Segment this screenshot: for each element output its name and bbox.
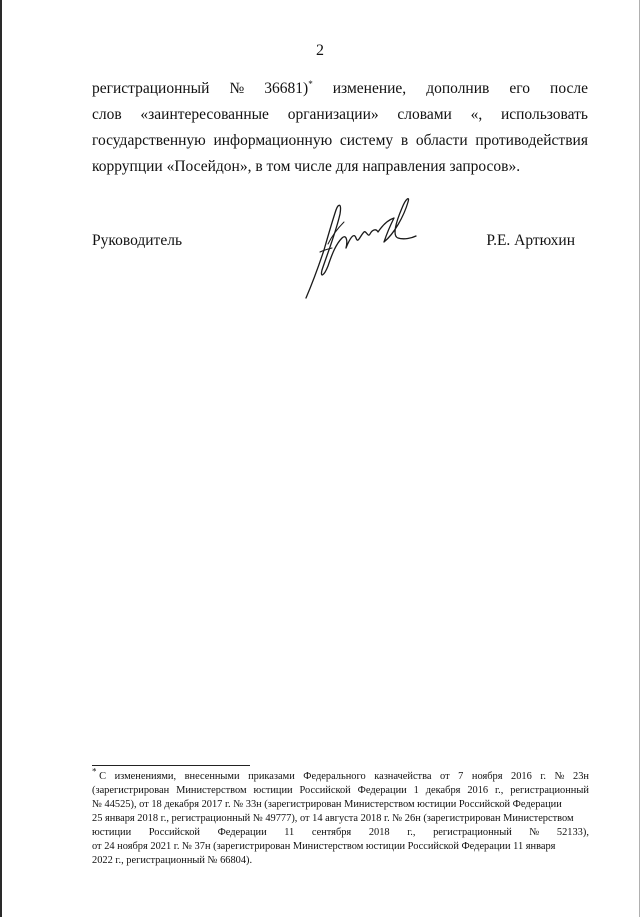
word: «заинтересованные [140,106,269,123]
signatory-name: Р.Е. Артюхин [486,232,575,249]
word: 36681) [264,80,309,97]
footnote-mark: * [92,766,97,777]
body-line [92,76,588,102]
footnote-line: № 44525), от 18 декабря 2017 г. № 33н (зарегистрирован Министерством юстиции Российской Федерации [92,799,562,810]
footnote-word: Российской [148,827,200,838]
footnote-word: регистрационный [433,827,512,838]
footnote-word: 11 [284,827,295,838]
footnote-word: № [554,771,565,782]
footnote-word: 2018 [368,827,390,838]
signatory-position: Руководитель [92,232,183,249]
footnote [92,766,589,868]
word: его [509,80,530,97]
footnote-line [92,784,589,798]
footnote-word: Федерации [357,785,407,796]
footnote-word: № [529,827,540,838]
footnote-word: г., [407,827,416,838]
footnote-line: 2022 г., регистрационный № 66804). [92,855,253,866]
footnote-word: 23н [573,771,589,782]
word: использовать [500,106,588,123]
footnote-word: г. [540,771,547,782]
footnote-separator [92,765,250,766]
word: № [229,80,245,97]
word: области [415,132,468,149]
footnote-word: казначейства [374,771,432,782]
footnote-line: 25 января 2018 г., регистрационный № 49777), от 14 августа 2018 г. № 26н (зарегистрирован Министерством [92,813,574,824]
word: противодействия [475,132,588,149]
body-line-last: коррупции «Посейдон», в том числе для направления запросов». [92,158,521,175]
body-line [92,128,588,154]
footnote-word: внесенными [184,771,240,782]
word: регистрационный [92,80,210,97]
footnote-word: (зарегистрирован [92,785,170,796]
footnote-word: регистрационный [510,785,589,796]
footnote-word: Министерством [176,785,247,796]
footnote-word: Российской [299,785,351,796]
footnote-word: Федерального [303,771,366,782]
footnote-word: Федерации [217,827,267,838]
footnote-line [92,826,589,840]
footnote-word: юстиции [253,785,293,796]
footnote-word: приказами [248,771,295,782]
footnote-word: ноября [471,771,503,782]
body-line [92,102,588,128]
footnote-word: декабря [425,785,461,796]
handwritten-signature-icon [298,192,420,304]
page-number: 2 [316,42,324,59]
footnote-word: изменениями, [114,771,177,782]
footnote-word: 1 [413,785,419,796]
footnote-word: сентября [311,827,352,838]
footnote-reference: * [308,78,313,89]
word: изменение, [332,80,407,97]
word: «, [470,106,483,123]
footnote-word: г., [495,785,504,796]
word: после [550,80,588,97]
footnote-word: 7 [458,771,464,782]
word: дополнив [426,80,490,97]
word: слов [92,106,122,123]
footnote-word: от [440,771,450,782]
word-with-footnote [264,76,312,102]
footnote-word: 2016 [511,771,532,782]
footnote-word: * С [92,766,107,782]
word: информационную [213,132,333,149]
word: словами [397,106,452,123]
word: организации» [287,106,379,123]
word: в [400,132,409,149]
word: государственную [92,132,206,149]
footnote-line: от 24 ноября 2021 г. № 37н (зарегистрирован Министерством юстиции Российской Федерации 11 января [92,841,556,852]
footnote-word: юстиции [92,827,132,838]
footnote-word: 52133), [556,827,589,838]
word: систему [339,132,394,149]
body-paragraph [92,76,588,180]
footnote-word: 2016 [467,785,489,796]
footnote-line [92,766,589,784]
